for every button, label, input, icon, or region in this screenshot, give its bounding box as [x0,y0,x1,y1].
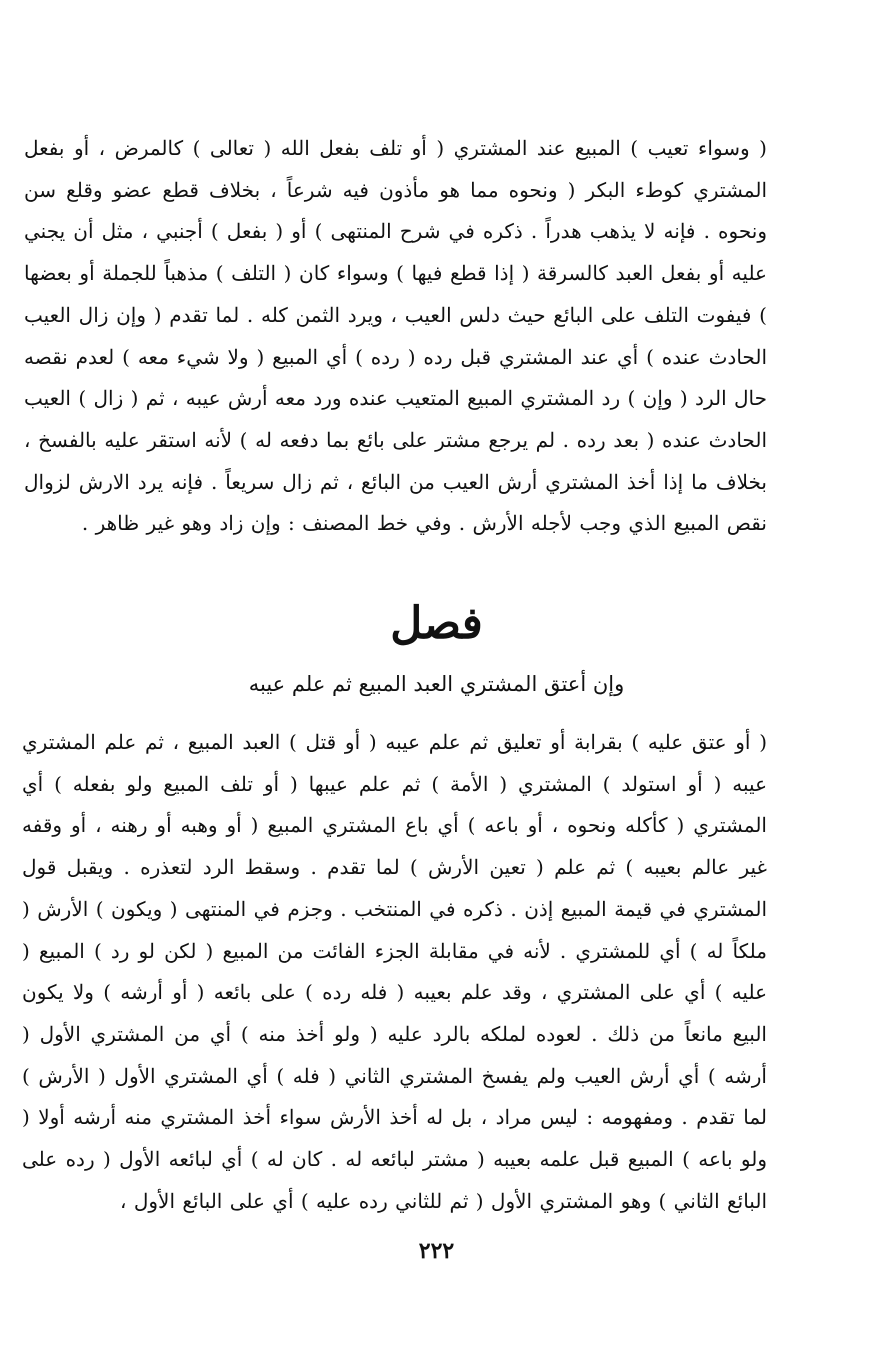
page-number: ٢٢٢ [418,1238,455,1264]
section-heading: فصل [390,598,483,649]
paragraph: ( أو عتق عليه ) بقرابة أو تعليق ثم علم عيبه ( أو قتل ) العبد المبيع ، ثم علم المشتري عيبه ( أو استولد ) المشتري ( الأمة ) ثم علم عيبها ( أو تلف المبيع ولو بفعله ) أي المشتري ( كأكله ونحوه ، أو باعه ) أي باع المشتري المبيع ( أو وهبه أو رهنه ، أو وقفه غير عالم بعيبه ) ثم علم ( تعين الأرش ) لما تقدم . وسقط الرد لتعذره . ويقبل قول المشتري في قيمة المبيع إذن . ذكره في المنتخب . وجزم في المنتهى ( ويكون ) الأرش ( ملكاً له ) أي للمشتري . لأنه في مقابلة الجزء الفائت من المبيع ( لكن لو رد ) المبيع ( عليه ) أي على المشتري ، وقد علم بعيبه ( فله رده ) على بائعه ( أو أرشه ) ولا يكون البيع مانعاً من ذلك . لعوده لملكه بالرد عليه ( ولو أخذ منه ) أي من المشتري الأول ( أرشه ) أي أرش العيب ولم يفسخ المشتري الثاني ( فله ) أي المشتري الأول ( الأرش ) لما تقدم . ومفهومه : ليس مراد ، بل له أخذ الأرش سواء أخذ المشتري منه أرشه أولا ( ولو باعه ) المبيع قبل علمه بعيبه ( مشتر لبائعه له . كان له ) أي لبائعه الأول ( رده على البائع الثاني ) وهو المشتري الأول ( ثم للثاني رده عليه ) أي على البائع الأول ، [22,730,767,1213]
body-text-bottom [22,722,767,1222]
body-text-top [24,128,767,545]
section-subheading: وإن أعتق المشتري العبد المبيع ثم علم عيبه [248,672,625,696]
paragraph: ( وسواء تعيب ) المبيع عند المشتري ( أو تلف بفعل الله ( تعالى ) كالمرض ، أو بفعل المشتري كوطء البكر ( ونحوه مما هو مأذون فيه شرعاً ، بخلاف قطع عضو وقلع سن ونحوه . فإنه لا يذهب هدراً . ذكره في شرح المنتهى ) أو ( بفعل ) أجنبي ، مثل أن يجني عليه أو بفعل العبد كالسرقة ( إذا قطع فيها ) وسواء كان ( التلف ) مذهباً للجملة أو بعضها ) فيفوت التلف على البائع حيث دلس العيب ، ويرد الثمن كله . لما تقدم ( وإن زال العيب الحادث عنده ) أي عند المشتري قبل رده ( رده ) أي المبيع ( ولا شيء معه ) لعدم نقصه حال الرد ( وإن ) رد المشتري المبيع المتعيب عنده ورد معه أرش عيبه ، ثم ( زال ) العيب الحادث عنده ( بعد رده . لم يرجع مشتر على بائع بما دفعه له ) لأنه استقر عليه بالفسخ ، بخلاف ما إذا أخذ المشتري أرش العيب من البائع ، ثم زال سريعاً . فإنه يرد الارش لزوال نقص المبيع الذي وجب لأجله الأرش . وفي خط المصنف : وإن زاد وهو غير ظاهر . [24,136,767,536]
